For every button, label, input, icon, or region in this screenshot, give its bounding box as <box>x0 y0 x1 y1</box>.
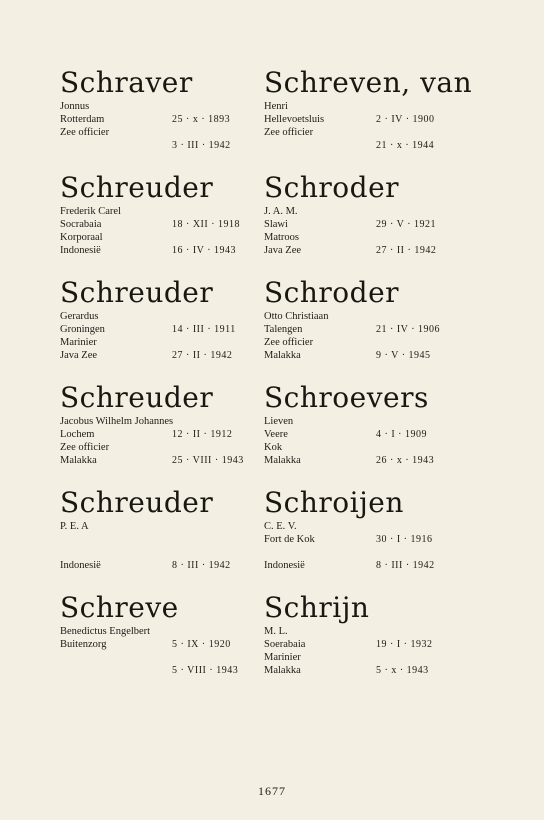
entry-text: Slawi <box>264 219 288 230</box>
entry-line <box>60 559 260 572</box>
entry-line <box>60 638 260 651</box>
entry-date: 27 · II · 1942 <box>376 245 437 256</box>
entry-line <box>264 323 464 336</box>
entry-text: Soerabaia <box>264 639 306 650</box>
entry-text: Marinier <box>60 337 97 348</box>
entry-text: P. E. A <box>60 521 89 532</box>
entry-text: Frederik Carel <box>60 206 121 217</box>
entry-line <box>264 559 464 572</box>
entry-text: Malakka <box>60 455 97 466</box>
entry-line <box>60 231 260 244</box>
entry-line <box>60 428 260 441</box>
surname-heading: Schroder <box>264 276 400 309</box>
surname-heading: Schroijen <box>264 486 404 519</box>
entry-date: 5 · IX · 1920 <box>172 639 231 650</box>
entry-text: Rotterdam <box>60 114 105 125</box>
entry-date: 27 · II · 1942 <box>172 350 233 361</box>
entry-line <box>264 428 464 441</box>
entry-text: Kok <box>264 442 283 453</box>
entry-line <box>264 546 464 559</box>
entry-line <box>60 625 260 638</box>
name-entry <box>60 66 260 171</box>
surname-heading: Schraver <box>60 66 193 99</box>
entry-text: Jacobus Wilhelm Johannes <box>60 416 174 427</box>
surname-heading: Schreven, van <box>264 66 473 99</box>
entry-line <box>60 205 260 218</box>
name-entry <box>264 486 464 591</box>
entry-date: 25 · VIII · 1943 <box>172 455 244 466</box>
entry-text: Korporaal <box>60 232 103 243</box>
entry-date: 12 · II · 1912 <box>172 429 233 440</box>
entry-date: 25 · x · 1893 <box>172 114 231 125</box>
entry-text: Gerardus <box>60 311 99 322</box>
entry-text: J. A. M. <box>264 206 298 217</box>
entry-line <box>60 454 260 467</box>
entry-line <box>264 244 464 257</box>
entry-line <box>264 415 464 428</box>
page-number: 1677 <box>258 784 286 798</box>
entry-date: 26 · x · 1943 <box>376 455 435 466</box>
entry-text: Benedictus Engelbert <box>60 626 151 637</box>
right-column <box>264 66 473 696</box>
entry-date: 8 · III · 1942 <box>376 560 435 571</box>
entry-line <box>264 126 464 139</box>
entry-line <box>264 349 464 362</box>
entry-line <box>264 441 464 454</box>
name-entry <box>60 381 260 486</box>
entry-line <box>60 100 260 113</box>
entry-line <box>60 244 260 257</box>
entry-line <box>60 126 260 139</box>
surname-heading: Schroevers <box>264 381 429 414</box>
entry-date: 29 · V · 1921 <box>376 219 437 230</box>
entry-text: C. E. V. <box>264 521 297 532</box>
entry-date: 14 · III · 1911 <box>172 324 236 335</box>
entry-line <box>60 349 260 362</box>
entry-text: M. L. <box>264 626 288 637</box>
entry-line <box>60 441 260 454</box>
entry-date: 5 · x · 1943 <box>376 665 429 676</box>
entry-line <box>264 336 464 349</box>
surname-heading: Schreuder <box>60 486 214 519</box>
entry-line <box>60 113 260 126</box>
surname-heading: Schreuder <box>60 276 214 309</box>
entry-line <box>60 533 260 546</box>
entry-text: Malakka <box>264 665 301 676</box>
entry-text: Lochem <box>60 429 95 440</box>
name-entry <box>60 171 260 276</box>
name-entry <box>60 591 260 696</box>
surname-heading: Schroder <box>264 171 400 204</box>
entry-text: Java Zee <box>60 350 98 361</box>
name-entry <box>264 591 464 696</box>
entry-date: 2 · IV · 1900 <box>376 114 435 125</box>
entry-date: 19 · I · 1932 <box>376 639 433 650</box>
name-entry <box>264 66 473 171</box>
entry-line <box>264 100 464 113</box>
entry-text: Otto Christiaan <box>264 311 329 322</box>
entry-text: Zee officier <box>264 337 314 348</box>
entry-date: 16 · IV · 1943 <box>172 245 237 256</box>
name-entry <box>264 171 464 276</box>
entry-date: 4 · I · 1909 <box>376 429 427 440</box>
entry-text: Lieven <box>264 416 294 427</box>
entry-line <box>60 310 260 323</box>
surname-heading: Schreuder <box>60 381 214 414</box>
name-entry <box>60 486 260 591</box>
entry-text: Hellevoetsluis <box>264 114 325 125</box>
entry-line <box>60 336 260 349</box>
entry-line <box>264 651 464 664</box>
entry-line <box>264 139 464 152</box>
entry-date: 8 · III · 1942 <box>172 560 231 571</box>
entry-text: Marinier <box>264 652 301 663</box>
entry-text: Malakka <box>264 350 301 361</box>
entry-date: 30 · I · 1916 <box>376 534 433 545</box>
entry-text: Fort de Kok <box>264 534 315 545</box>
entry-date: 3 · III · 1942 <box>172 140 231 151</box>
entry-line <box>264 218 464 231</box>
entry-text: Indonesië <box>60 560 101 571</box>
entry-text: Veere <box>264 429 288 440</box>
entry-text: Malakka <box>264 455 301 466</box>
surname-heading: Schreve <box>60 591 179 624</box>
entry-text: Indonesië <box>60 245 101 256</box>
entry-line <box>264 454 464 467</box>
name-entry <box>60 276 260 381</box>
entry-date: 21 · x · 1944 <box>376 140 435 151</box>
surname-heading: Schrijn <box>264 591 370 624</box>
entry-line <box>264 625 464 638</box>
entry-text: Jonnus <box>60 101 90 112</box>
entry-text: Java Zee <box>264 245 302 256</box>
entry-text: Henri <box>264 101 288 112</box>
surname-heading: Schreuder <box>60 171 214 204</box>
entry-text: Buitenzorg <box>60 639 107 650</box>
entry-text: Matroos <box>264 232 299 243</box>
entry-line <box>60 651 260 664</box>
entry-text: Zee officier <box>60 127 110 138</box>
entry-text: Talengen <box>264 324 303 335</box>
entry-date: 18 · XII · 1918 <box>172 219 241 230</box>
name-entry <box>264 276 464 381</box>
entry-line <box>60 218 260 231</box>
entry-line <box>264 205 464 218</box>
entry-text: Indonesië <box>264 560 305 571</box>
entry-line <box>60 664 260 677</box>
entry-line <box>264 310 464 323</box>
entry-text: Zee officier <box>264 127 314 138</box>
entry-line <box>60 546 260 559</box>
entry-line <box>264 533 464 546</box>
entry-date: 5 · VIII · 1943 <box>172 665 239 676</box>
name-entry <box>264 381 464 486</box>
entry-line <box>60 139 260 152</box>
entry-line <box>264 231 464 244</box>
entry-line <box>264 638 464 651</box>
entry-line <box>264 113 464 126</box>
entry-line <box>60 323 260 336</box>
entry-date: 21 · IV · 1906 <box>376 324 441 335</box>
entry-line <box>60 520 260 533</box>
entry-line <box>264 664 464 677</box>
entry-text: Zee officier <box>60 442 110 453</box>
entry-date: 9 · V · 1945 <box>376 350 431 361</box>
entry-line <box>60 415 260 428</box>
entry-text: Socrabaia <box>60 219 102 230</box>
left-column <box>60 66 260 696</box>
entry-line <box>264 520 464 533</box>
entry-text: Groningen <box>60 324 105 335</box>
